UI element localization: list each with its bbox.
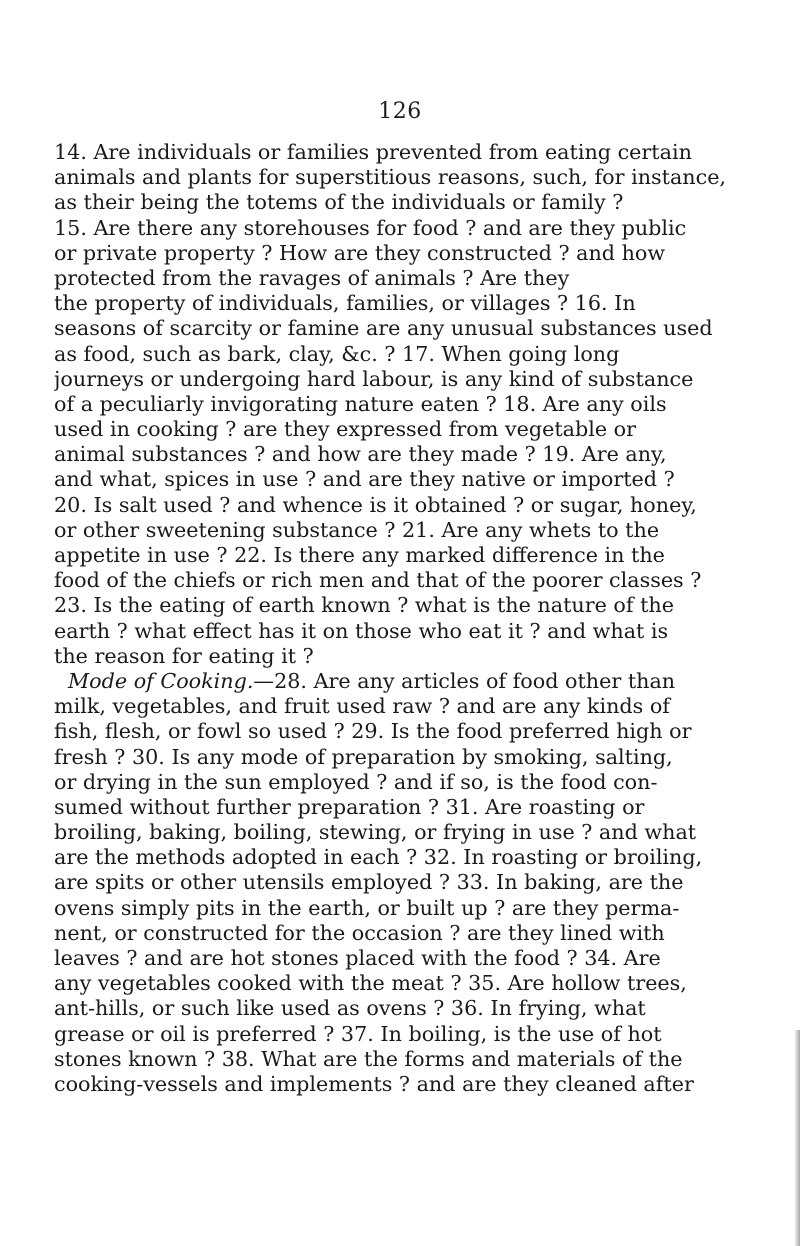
line-text: fish, flesh, or fowl so used ? 29. Is the food preferred high or [54, 719, 692, 744]
text-line [54, 266, 800, 291]
text-line [54, 165, 800, 190]
text-line [54, 593, 800, 618]
line-text: as food, such as bark, clay, &c. ? 17. When going long [54, 341, 620, 366]
line-text: food of the chiefs or rich men and that of the poorer classes ? [54, 568, 702, 593]
line-text: animal substances ? and how are they made ? 19. Are any, [54, 442, 667, 467]
section-heading: Mode of Cooking. [68, 668, 254, 693]
page-edge-shadow [794, 1030, 800, 1246]
text-line [54, 619, 800, 644]
text-line [54, 719, 800, 744]
text-line [54, 543, 800, 568]
text-line [54, 316, 800, 341]
line-text: milk, vegetables, and fruit used raw ? and are any kinds of [54, 694, 670, 719]
text-line [54, 417, 800, 442]
line-text: are the methods adopted in each ? 32. In roasting or broiling, [54, 845, 703, 870]
line-text: are spits or other utensils employed ? 33. In baking, are the [54, 870, 684, 895]
text-line [54, 241, 800, 266]
line-text: fresh ? 30. Is any mode of preparation by smoking, salting, [54, 744, 673, 769]
line-text: seasons of scarcity or famine are any unusual substances used [54, 316, 713, 341]
line-text: the reason for eating it ? [54, 643, 314, 668]
line-text: ant-hills, or such like used as ovens ? 36. In frying, what [54, 996, 646, 1021]
line-text: the property of individuals, families, or villages ? 16. In [54, 291, 636, 316]
text-line [54, 467, 800, 492]
text-line [54, 342, 800, 367]
line-text: 20. Is salt used ? and whence is it obtained ? or sugar, honey, [54, 492, 697, 517]
line-text: 23. Is the eating of earth known ? what is the nature of the [54, 593, 674, 618]
text-line [54, 795, 800, 820]
line-text: cooking-vessels and implements ? and are they cleaned after [54, 1071, 694, 1096]
text-line [54, 291, 800, 316]
line-text: stones known ? 38. What are the forms and materials of the [54, 1046, 683, 1071]
text-line [54, 493, 800, 518]
text-line [54, 946, 800, 971]
text-line [54, 190, 800, 215]
line-text: earth ? what effect has it on those who eat it ? and what is [54, 618, 669, 643]
line-text: journeys or undergoing hard labour, is any kind of substance [54, 366, 694, 391]
text-line [54, 845, 800, 870]
text-line [54, 1047, 800, 1072]
text-line [54, 1072, 800, 1097]
text-line [54, 694, 800, 719]
line-text: 15. Are there any storehouses for food ? and are they public [54, 215, 687, 240]
line-text: 14. Are individuals or families prevented from eating certain [54, 140, 692, 164]
line-text: used in cooking ? are they expressed from vegetable or [54, 417, 637, 442]
text-line [54, 770, 800, 795]
text-line [54, 921, 800, 946]
line-text: nent, or constructed for the occasion ? are they lined with [54, 920, 665, 945]
text-line [54, 644, 800, 669]
line-text: sumed without further preparation ? 31. Are roasting or [54, 794, 645, 819]
line-text: or other sweetening substance ? 21. Are any whets to the [54, 517, 660, 542]
line-text: any vegetables cooked with the meat ? 35. Are hollow trees, [54, 971, 687, 996]
text-line [54, 971, 800, 996]
line-text: protected from the ravages of animals ? Are they [54, 265, 570, 290]
text-line [54, 996, 800, 1021]
line-text: appetite in use ? 22. Is there any marked difference in the [54, 543, 665, 567]
text-line [54, 745, 800, 770]
text-line [54, 669, 800, 694]
line-text: broiling, baking, boiling, stewing, or frying in use ? and what [54, 820, 697, 845]
text-line [54, 140, 800, 165]
line-text: grease or oil is preferred ? 37. In boiling, is the use of hot [54, 1021, 662, 1046]
text-line [54, 896, 800, 921]
line-text: leaves ? and are hot stones placed with the food ? 34. Are [54, 946, 661, 970]
line-text: —28. Are any articles of food other than [253, 668, 676, 693]
line-text: or drying in the sun employed ? and if so, is the food con- [54, 769, 658, 794]
body-text [54, 140, 800, 1097]
line-text: as their being the totems of the individuals or family ? [54, 190, 624, 215]
line-text: or private property ? How are they constructed ? and how [54, 240, 666, 265]
text-line [54, 367, 800, 392]
line-text: ovens simply pits in the earth, or built up ? are they perma- [54, 895, 680, 920]
line-text: of a peculiarly invigorating nature eaten ? 18. Are any oils [54, 391, 667, 416]
text-line [54, 442, 800, 467]
line-text: and what, spices in use ? and are they native or imported ? [54, 467, 675, 492]
page-number: 126 [378, 99, 422, 124]
text-line [54, 392, 800, 417]
text-line [54, 870, 800, 895]
text-line [54, 1022, 800, 1047]
text-line [54, 216, 800, 241]
text-line [54, 568, 800, 593]
line-text: animals and plants for superstitious reasons, such, for instance, [54, 165, 727, 190]
text-line [54, 820, 800, 845]
text-line [54, 518, 800, 543]
